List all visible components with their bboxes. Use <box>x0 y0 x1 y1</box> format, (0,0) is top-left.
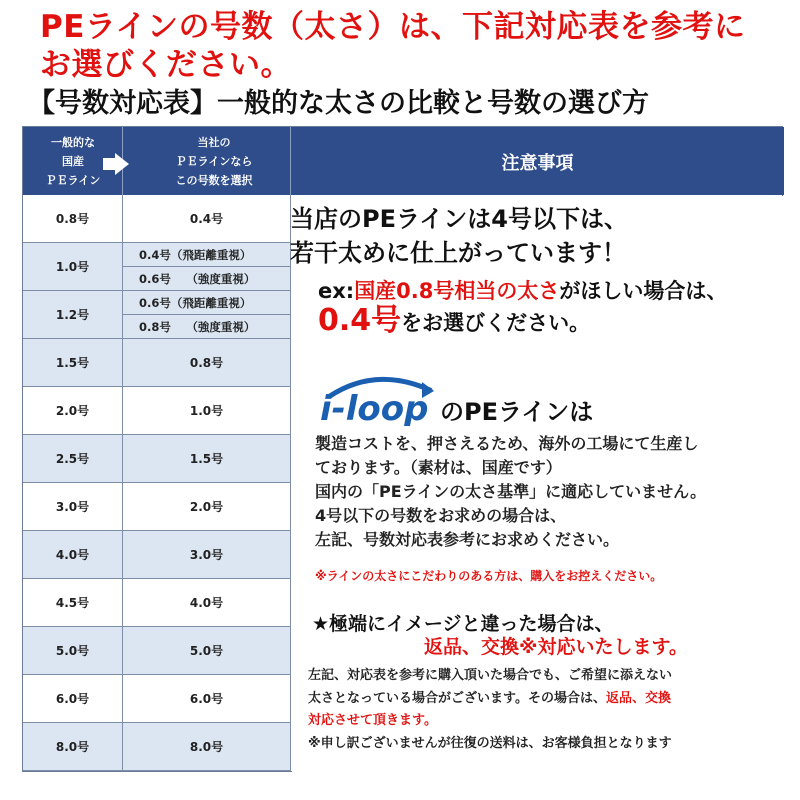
table-row-our-size: 3.0号 <box>123 531 291 579</box>
i-loop-logo <box>316 374 436 426</box>
table-row-domestic-size: 1.5号 <box>23 339 123 387</box>
table-row-domestic-size: 5.0号 <box>23 627 123 675</box>
table-row-our-size: 8.0号 <box>123 723 291 771</box>
table-row-our-size: 1.5号 <box>123 435 291 483</box>
headline <box>40 8 780 84</box>
notes-intro-line-1: 当店のPEラインは4号以下は、 <box>290 205 628 233</box>
foot-line-2-text: 太さとなっている場合がございます。その場合は、 <box>308 690 606 706</box>
body-line-5: 左記、号数対応表参考にお求めください。 <box>315 530 620 549</box>
table-row-domestic-size: 4.5号 <box>23 579 123 627</box>
header-notes <box>291 127 784 195</box>
notes-body <box>315 432 785 552</box>
table-row-domestic-size: 1.2号 <box>23 291 123 339</box>
example-prefix: ex: <box>318 279 355 303</box>
table-row-domestic-size: 2.0号 <box>23 387 123 435</box>
example-highlight: 国産0.8号相当の太さ <box>354 279 560 303</box>
table-row-our-size: 6.0号 <box>123 675 291 723</box>
subheading: 【号数対応表】一般的な太さの比較と号数の選び方 <box>28 88 649 119</box>
logo-caption: のPEラインは <box>440 398 594 426</box>
table-row-our-size: 0.4号 <box>123 195 291 243</box>
table-row-our-size: 0.8号 <box>123 339 291 387</box>
header-our-line <box>123 127 291 195</box>
purchase-warning: ※ラインの太さにこだわりのある方は、購入をお控えください。 <box>315 569 663 583</box>
table-row-domestic-size: 3.0号 <box>23 483 123 531</box>
foot-line-4: ※申し訳ございませんが往復の送料は、お客様負担となります <box>308 735 672 751</box>
example-suffix: がほしい場合は、 <box>559 279 728 303</box>
footnote <box>308 665 784 755</box>
table-row-our-size: 0.8号 （強度重視） <box>123 315 291 339</box>
pick-suffix: をお選びください。 <box>401 311 591 335</box>
body-line-1: 製造コストを、押さえるため、海外の工場にて生産し <box>315 434 699 453</box>
table-row-our-size: 0.6号 （強度重視） <box>123 267 291 291</box>
foot-line-2-highlight: 返品、交換 <box>605 690 671 706</box>
pick-size: 0.4号 <box>318 303 402 338</box>
arrow-right-icon <box>115 153 129 175</box>
table-row-domestic-size: 4.0号 <box>23 531 123 579</box>
notes-intro <box>290 202 770 270</box>
example-line <box>318 276 788 306</box>
foot-line-2 <box>308 688 784 711</box>
header-domestic-line-label: 一般的な 国産 ＰＥライン <box>45 136 101 187</box>
body-line-4: 4号以下の号数をお求めの場合は、 <box>315 506 567 525</box>
table-row-our-size: 1.0号 <box>123 387 291 435</box>
table-row-domestic-size: 1.0号 <box>23 243 123 291</box>
table-row-our-size: 2.0号 <box>123 483 291 531</box>
table-row-domestic-size: 6.0号 <box>23 675 123 723</box>
body-line-3: 国内の「PEラインの太さ基準」に適応していません。 <box>315 482 707 501</box>
return-notice: ★極端にイメージと違った場合は、 <box>312 613 614 635</box>
foot-line-1: 左記、対応表を参考に購入頂いた場合でも、ご希望に添えない <box>308 668 673 683</box>
notes-example <box>318 276 788 338</box>
foot-line-3: 対応させて頂きます。 <box>308 713 437 728</box>
headline-line-2: お選びください。 <box>40 47 292 83</box>
logo-text: i-loop <box>320 389 429 426</box>
header-our-line-label: 当社の ＰＥラインなら この号数を選択 <box>175 136 253 187</box>
pick-line <box>318 303 788 338</box>
body-line-2: ております。（素材は、国産です） <box>315 458 562 477</box>
table-row-our-size: 4.0号 <box>123 579 291 627</box>
table-row-our-size: 0.4号（飛距離重視） <box>123 243 291 267</box>
header-notes-label: 注意事項 <box>501 153 574 174</box>
table-row-domestic-size: 2.5号 <box>23 435 123 483</box>
table-row-our-size: 5.0号 <box>123 627 291 675</box>
notes-intro-line-2: 若干太めに仕上がっています！ <box>290 239 626 267</box>
table-row-our-size: 0.6号（飛距離重視） <box>123 291 291 315</box>
table-row-domestic-size: 8.0号 <box>23 723 123 771</box>
table-row-domestic-size: 0.8号 <box>23 195 123 243</box>
headline-line-1: PEラインの号数（太さ）は、下記対応表を参考に <box>40 9 746 45</box>
return-notice-highlight: 返品、交換※対応いたします。 <box>424 636 688 658</box>
